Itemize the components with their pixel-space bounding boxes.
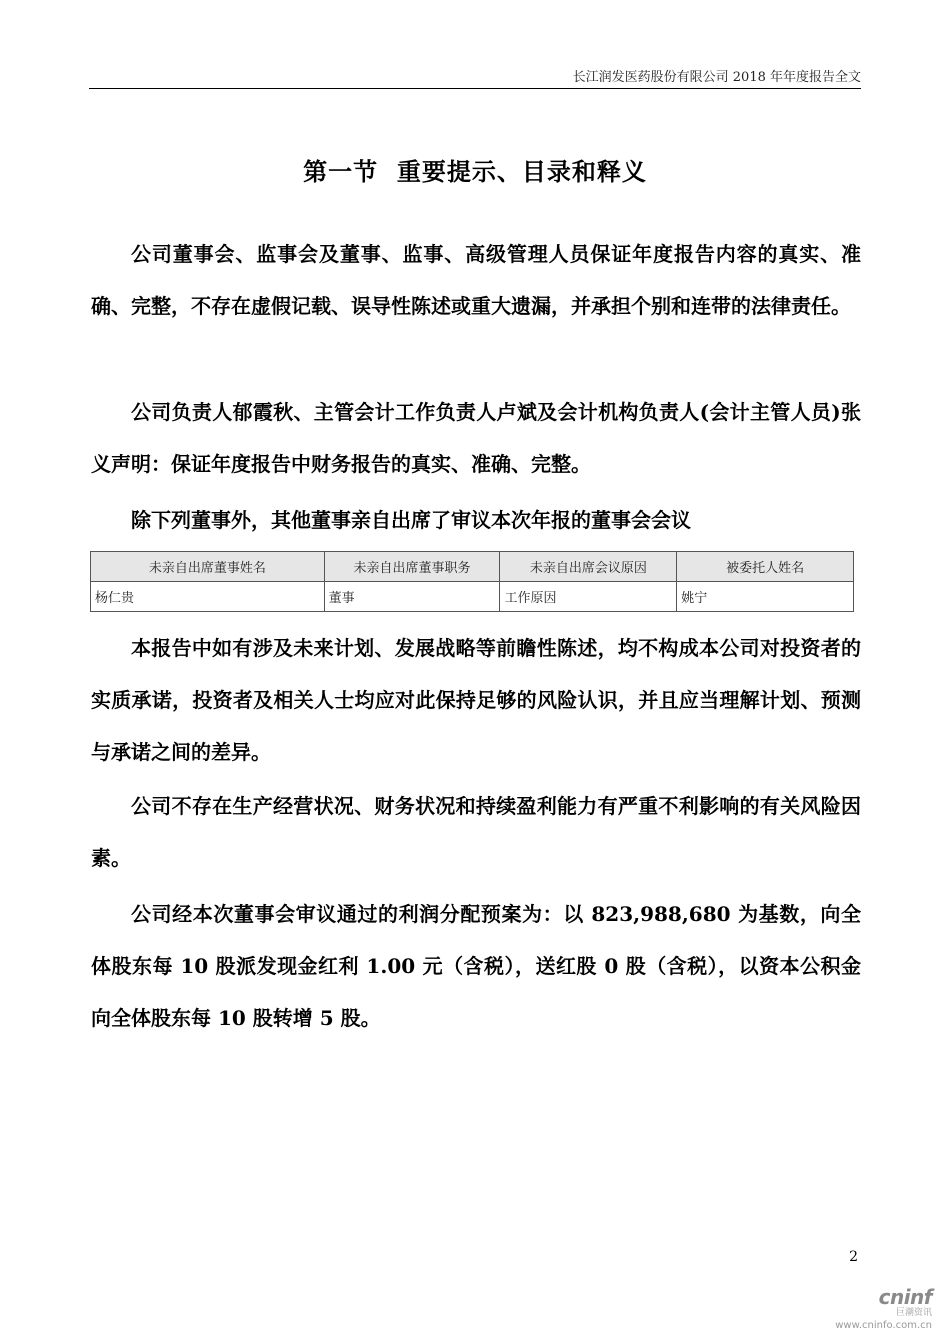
page-number: 2 (849, 1249, 858, 1265)
financial-report-declaration: 公司负责人郁霞秋、主管会计工作负责人卢斌及会计机构负责人(会计主管人员)张义声明：保证年度报告中财务报告的真实、准确、完整。 (91, 400, 861, 476)
logo-subtitle: 巨潮资讯 (895, 1308, 932, 1318)
column-header-proxy: 被委托人姓名 (677, 552, 854, 582)
column-header-reason: 未亲自出席会议原因 (500, 552, 677, 582)
column-header-name: 未亲自出席董事姓名 (91, 552, 325, 582)
cell-proxy-name: 姚宁 (677, 582, 854, 612)
column-header-position: 未亲自出席董事职务 (324, 552, 500, 582)
cell-absence-reason: 工作原因 (500, 582, 677, 612)
absent-directors-table (90, 551, 854, 612)
risk-factor-statement: 公司不存在生产经营状况、财务状况和持续盈利能力有严重不利影响的有关风险因素。 (91, 794, 861, 870)
header-divider (89, 88, 861, 89)
cninfo-logo (824, 1286, 932, 1334)
table-header-row (91, 552, 854, 582)
responsibility-statement: 公司董事会、监事会及董事、监事、高级管理人员保证年度报告内容的真实、准确、完整，不存在虚假记载、误导性陈述或重大遗漏，并承担个别和连带的法律责任。 (91, 242, 861, 318)
profit-distribution-plan: 公司经本次董事会审议通过的利润分配预案为：以 823,988,680 为基数，向全体股东每 10 股派发现金红利 1.00 元（含税），送红股 0 股（含税），以资本公积金向全体股东每 10 股转增 5 股。 (91, 902, 861, 1030)
section-title: 第一节 重要提示、目录和释义 (303, 157, 647, 186)
cell-director-position: 董事 (324, 582, 500, 612)
forward-looking-disclaimer: 本报告中如有涉及未来计划、发展战略等前瞻性陈述，均不构成本公司对投资者的实质承诺，投资者及相关人士均应对此保持足够的风险认识，并且应当理解计划、预测与承诺之间的差异。 (91, 636, 861, 764)
cell-director-name: 杨仁贵 (91, 582, 325, 612)
logo-url: www.cninfo.com.cn (835, 1320, 932, 1331)
table-row (91, 582, 854, 612)
logo-mark: cninf (878, 1285, 932, 1309)
absent-directors-intro: 除下列董事外，其他董事亲自出席了审议本次年报的董事会会议 (131, 508, 691, 532)
report-header-title: 长江润发医药股份有限公司 2018 年年度报告全文 (572, 70, 861, 85)
